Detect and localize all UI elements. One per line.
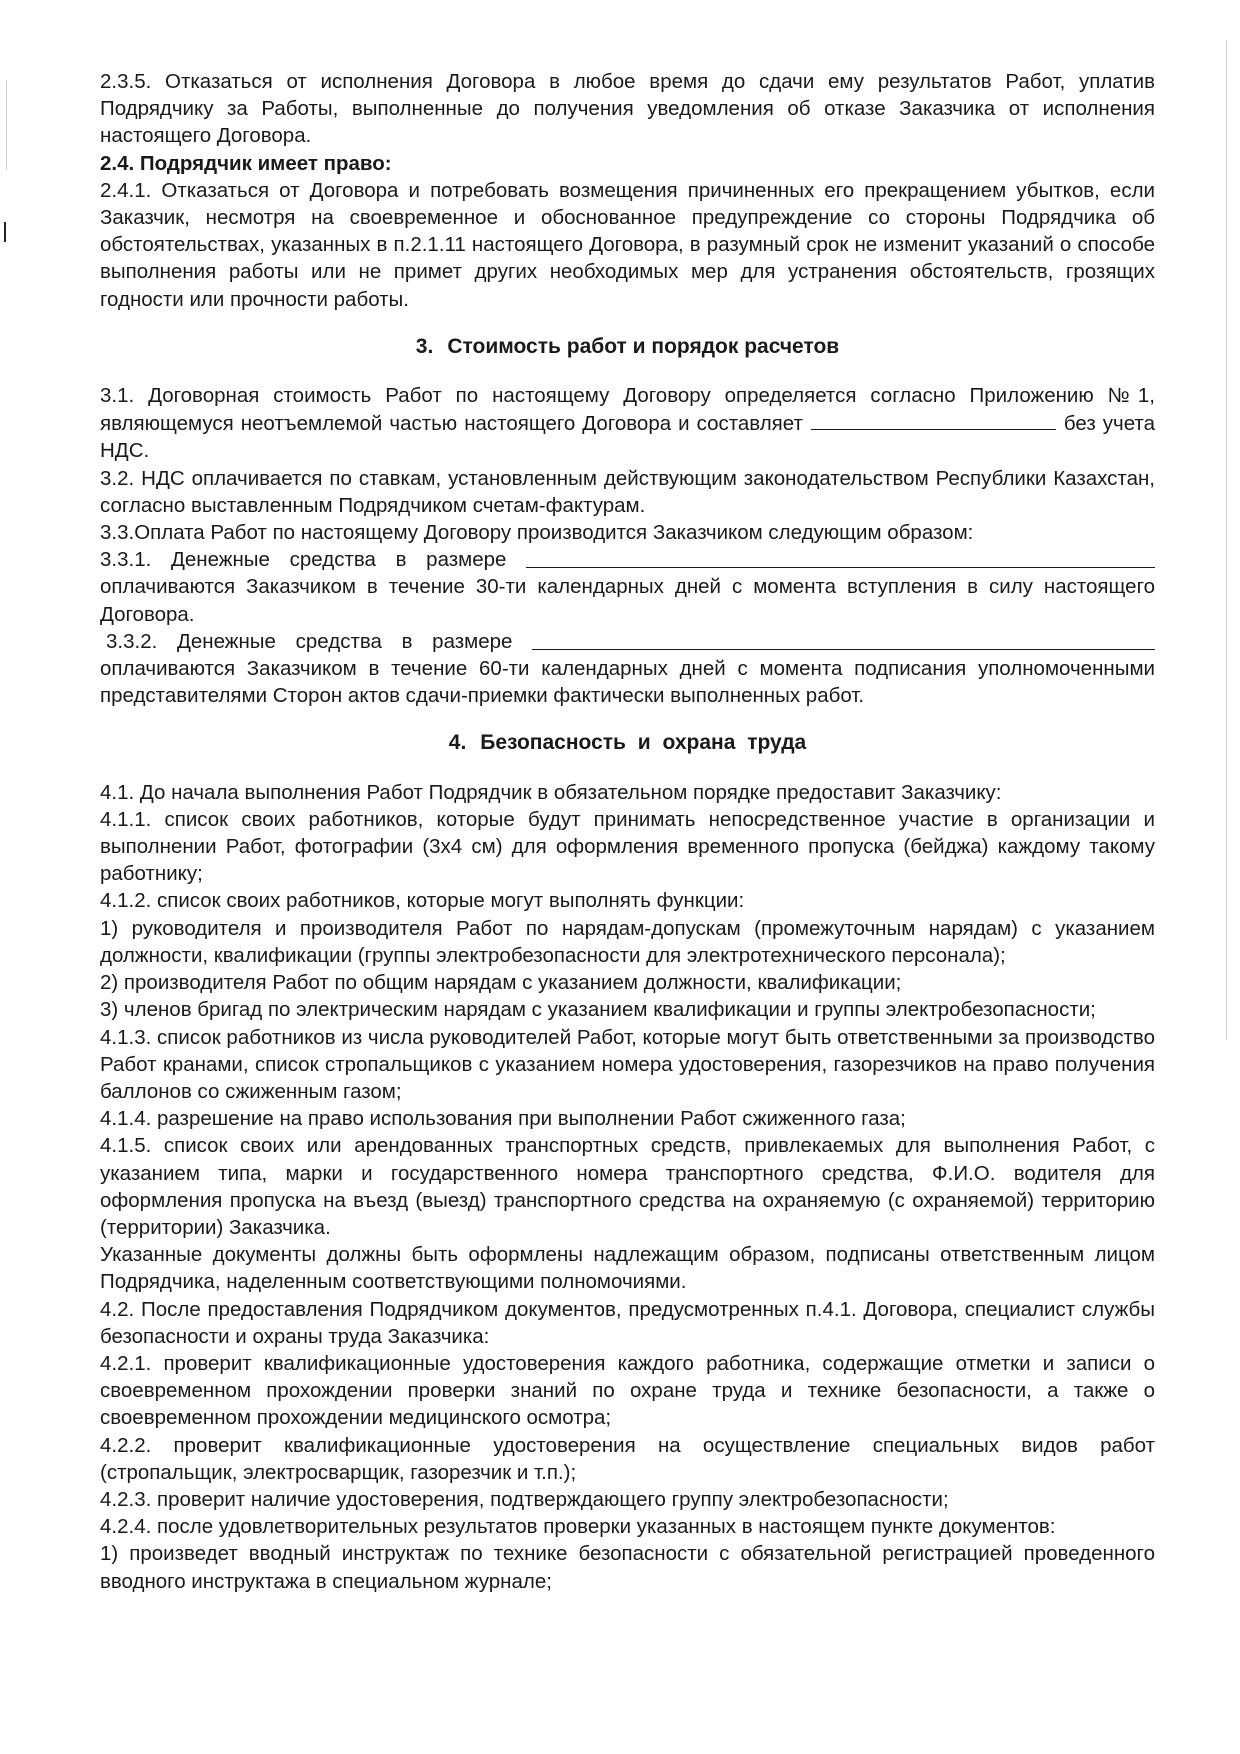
clause-3-2: 3.2. НДС оплачивается по ставкам, установленным действующим законодательством Республики Казахстан, согласно выставленным Подрядчиком счетам-фактурам. — [100, 466, 1155, 517]
clause-3-1 — [100, 382, 1155, 465]
clause-2-4-1: 2.4.1. Отказаться от Договора и потребовать возмещения причиненных его прекращением убытков, если Заказчик, несмотря на своевременное и обоснованное предупреждение со стороны Подрядчика об обстоятельствах, указанных в п.2.1.11 настоящего Договора, в разумный срок не изменит указаний о способе выполнения работы или не примет других необходимых мер для устранения обстоятельств, грозящих годности или прочности работы. — [100, 178, 1155, 311]
clause-4-2-4: 4.2.4. после удовлетворительных результатов проверки указанных в настоящем пункте документов: — [100, 1515, 1056, 1539]
clause-3-3-2-row — [100, 628, 1155, 655]
section-4-title: Безопасность и охрана труда — [480, 731, 807, 755]
clause-4-2-4-item-1: 1) произведет вводный инструктаж по технике безопасности с обязательной регистрацией проведенного вводного инструктажа в специальном журнале; — [100, 1542, 1155, 1593]
scan-edge-mark-right — [1226, 40, 1227, 1040]
clause-3-1-tail: без учета НДС. — [100, 412, 1155, 463]
clause-4-2-1: 4.2.1. проверит квалификационные удостоверения каждого работника, содержащие отметки и записи о своевременном прохождении проверки знаний по охране труда и технике безопасности, а также о своевременном прохождении медицинского осмотра; — [100, 1351, 1155, 1430]
section-4-number: 4. — [448, 731, 467, 755]
clause-4-1: 4.1. До начала выполнения Работ Подрядчик в обязательном порядке предоставит Заказчику: — [100, 780, 1002, 804]
scan-edge-mark-left — [4, 222, 6, 242]
clause-3-1-text: 3.1. Договорная стоимость Работ по настоящему Договору определяется согласно Приложению №1, являющемуся неотъемлемой частью настоящего Договора и составляет — [100, 384, 1155, 436]
clause-3-3-1-label: 3.3.1. Денежные средства в размере — [100, 548, 507, 572]
section-3-title: Стоимость работ и порядок расчетов — [447, 334, 840, 358]
clause-4-1-4: 4.1.4. разрешение на право использования при выполнении Работ сжиженного газа; — [100, 1107, 906, 1131]
clause-4-1-2-item-3: 3) членов бригад по электрическим нарядам с указанием квалификации и группы электробезопасности; — [100, 998, 1096, 1022]
clause-4-1-5: 4.1.5. список своих или арендованных транспортных средств, привлекаемых для выполнения Работ, с указанием типа, марки и государственного номера транспортного средства, Ф.И.О. водителя для оформления пропуска на въезд (выезд) транспортного средства на охраняемую (с охраняемой) территорию (территории) Заказчика. — [100, 1134, 1155, 1239]
amount-2-blank-line[interactable] — [532, 629, 1155, 650]
clause-4-2-2: 4.2.2. проверит квалификационные удостоверения на осуществление специальных видов работ (стропальщик, электросварщик, газорезчик и т.п.); — [100, 1433, 1155, 1484]
clause-4-1-2-item-2: 2) производителя Работ по общим нарядам с указанием должности, квалификации; — [100, 971, 902, 995]
clause-2-3-5: 2.3.5. Отказаться от исполнения Договора в любое время до сдачи ему результатов Работ, уплатив Подрядчику за Работы, выполненные до получения уведомления об отказе Заказчика от исполнения настоящего Договора. — [100, 70, 1155, 148]
clause-3-3-1-row — [100, 546, 1155, 573]
section-4-heading — [100, 729, 1155, 756]
clause-4-1-2: 4.1.2. список своих работников, которые могут выполнять функции: — [100, 889, 745, 913]
clause-4-1-2-item-1: 1) руководителя и производителя Работ по нарядам-допускам (промежуточным нарядам) с указанием должности, квалификации (группы электробезопасности для электротехнического персонала); — [100, 916, 1155, 967]
clause-3-3: 3.3.Оплата Работ по настоящему Договору производится Заказчиком следующим образом: — [100, 521, 974, 545]
clause-4-1-3: 4.1.3. список работников из числа руководителей Работ, которые могут быть ответственными за производство Работ кранами, список стропальщиков с указанием номера удостоверения, газорезчиков на право получения баллонов со сжиженным газом; — [100, 1025, 1155, 1103]
section-3-heading — [100, 333, 1155, 360]
amount-1-blank-line[interactable] — [526, 547, 1155, 568]
scan-edge-mark-left-faint — [6, 80, 7, 170]
price-blank-line[interactable] — [811, 409, 1056, 430]
clause-4-2: 4.2. После предоставления Подрядчиком документов, предусмотренных п.4.1. Договора, специалист службы безопасности и охраны труда Заказчика: — [100, 1297, 1155, 1348]
clause-3-3-2-label: 3.3.2. Денежные средства в размере — [106, 629, 513, 653]
document-page — [100, 68, 1155, 1595]
clause-2-4-heading: 2.4. Подрядчик имеет право: — [100, 151, 392, 175]
clause-3-3-2-text: оплачиваются Заказчиком в течение 60-ти календарных дней с момента подписания уполномоченными представителями Сторон актов сдачи-приемки фактически выполненных работ. — [100, 657, 1155, 708]
clause-4-1-note: Указанные документы должны быть оформлены надлежащим образом, подписаны ответственным лицом Подрядчика, наделенным соответствующими полномочиями. — [100, 1243, 1155, 1294]
clause-4-2-3: 4.2.3. проверит наличие удостоверения, подтверждающего группу электробезопасности; — [100, 1487, 949, 1511]
section-3-number: 3. — [415, 334, 434, 358]
clause-4-1-1: 4.1.1. список своих работников, которые будут принимать непосредственное участие в организации и выполнении Работ, фотографии (3х4 см) для оформления временного пропуска (бейджа) каждому такому работнику; — [100, 807, 1155, 886]
clause-3-3-1-text: оплачиваются Заказчиком в течение 30-ти календарных дней с момента вступления в силу настоящего Договора. — [100, 575, 1155, 626]
